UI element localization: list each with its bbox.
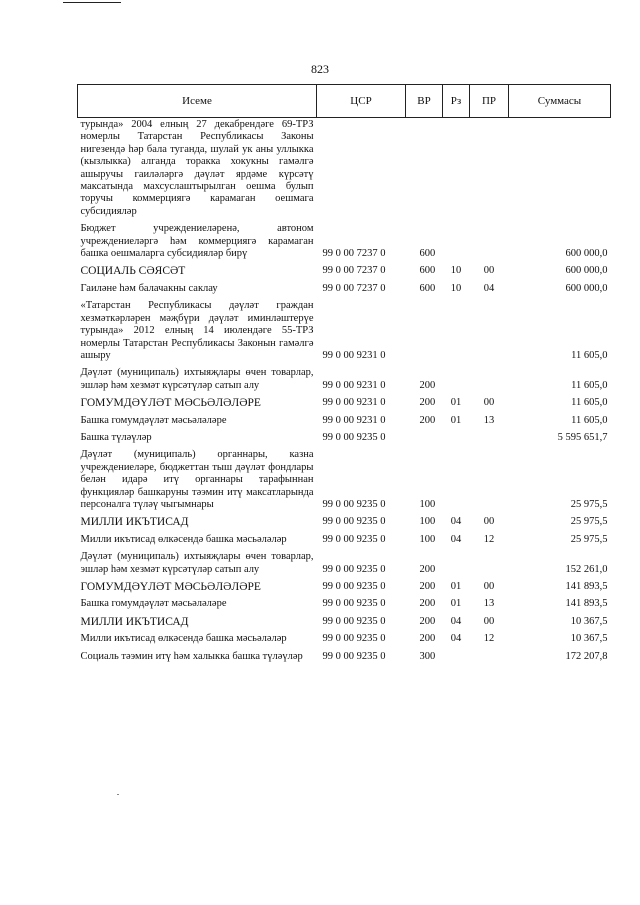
table-row (78, 296, 611, 363)
cell-name: МИЛЛИ ИКЪТИСАД (80, 615, 189, 628)
header-pr: ПР (470, 85, 509, 118)
cell-csr (317, 118, 406, 220)
cell-name: турында» 2004 елның 27 декабрендәге 69-ТРЗ номерлы Татарстан Республикасы Законы нигезендә һәр бала туганда, шулай ук аны уллыкка (кызлыкка) алганда торакка хокукны гамәлгә ашыручы гаиләләргә дәүләт ярдәме күрсәтү максатында махсуслаштырылган оешма булып торучы коммерциягә карамаган оешмага субсидияләр (80, 119, 314, 217)
cell-pr (470, 428, 509, 445)
table-row (78, 279, 611, 296)
cell-csr: 99 0 00 9235 0 (322, 431, 386, 443)
header-sum: Суммасы (509, 85, 611, 118)
cell-name: Башка гомумдәүләт мәсьәләләре (80, 414, 227, 426)
cell-sum: 10 367,5 (570, 615, 608, 627)
table-row (78, 612, 611, 629)
cell-csr: 99 0 00 9235 0 (322, 615, 386, 627)
cell-name: Дәүләт (муниципаль) ихтыяҗлары өчен товарлар, эшләр һәм хезмәт күрсәтүләр сатып алу (80, 551, 314, 575)
cell-csr: 99 0 00 9235 0 (322, 633, 386, 645)
cell-sum: 141 893,5 (565, 581, 608, 592)
cell-pr (470, 296, 509, 363)
cell-pr: 00 (483, 397, 495, 409)
table-row (78, 647, 611, 664)
cell-rz: 10 (450, 265, 462, 277)
cell-vr (406, 428, 443, 445)
cell-rz: 04 (450, 516, 462, 528)
cell-vr: 200 (419, 379, 436, 391)
cell-vr: 600 (419, 248, 436, 260)
cell-name: ГОМУМДӘҮЛӘТ МӘСЬӘЛӘЛӘРЕ (80, 397, 261, 410)
cell-csr: 99 0 00 9235 0 (322, 563, 386, 575)
cell-sum: 600 000,0 (565, 265, 608, 277)
cell-sum: 600 000,0 (565, 248, 608, 260)
cell-name: «Татарстан Республикасы дәүләт граждан хезмәткәрләрен мәҗбүри дәүләт иминләштерүе турында» 2012 елның 14 июлендәге 55-ТРЗ номерлы Татарстан Республикасы Законын гамәлгә ашыру (80, 300, 314, 361)
table-row (78, 512, 611, 529)
cell-rz: 01 (450, 581, 462, 592)
cell-sum: 11 605,0 (571, 379, 608, 391)
cell-sum: 25 975,5 (570, 498, 608, 510)
cell-sum: 11 605,0 (571, 414, 608, 426)
cell-csr: 99 0 00 9231 0 (322, 397, 386, 409)
header-csr: ЦСР (317, 85, 406, 118)
cell-pr: 00 (483, 615, 495, 627)
cell-csr: 99 0 00 7237 0 (322, 248, 386, 260)
cell-pr: 00 (483, 581, 495, 592)
cell-sum: 141 893,5 (565, 598, 608, 610)
cell-vr (406, 296, 443, 363)
cell-csr: 99 0 00 9235 0 (322, 498, 386, 510)
cell-vr: 200 (419, 397, 436, 409)
cell-rz: 01 (450, 598, 462, 610)
cell-csr: 99 0 00 9231 0 (322, 349, 386, 361)
cell-csr: 99 0 00 9235 0 (322, 581, 386, 592)
cell-pr (470, 647, 509, 664)
cell-pr: 00 (483, 265, 495, 277)
cell-pr (470, 547, 509, 577)
cell-rz: 04 (450, 533, 462, 545)
cell-pr: 12 (483, 533, 495, 545)
header-row (78, 85, 611, 118)
table-row (78, 219, 611, 261)
cell-csr: 99 0 00 9235 0 (322, 516, 386, 528)
cell-rz (443, 296, 470, 363)
page-number: 823 (311, 62, 329, 76)
cell-sum: 172 207,8 (565, 650, 608, 662)
cell-pr (470, 118, 509, 220)
cell-rz: 04 (450, 615, 462, 627)
table-row (78, 530, 611, 547)
top-rule (63, 2, 121, 3)
cell-vr: 100 (419, 516, 436, 528)
cell-csr: 99 0 00 7237 0 (322, 265, 386, 277)
header-name: Исеме (78, 85, 317, 118)
cell-sum: 5 595 651,7 (557, 431, 608, 443)
cell-name: МИЛЛИ ИКЪТИСАД (80, 516, 189, 529)
cell-pr: 04 (483, 282, 495, 294)
cell-vr: 200 (419, 615, 436, 627)
cell-name: ГОМУМДӘҮЛӘТ МӘСЬӘЛӘЛӘРЕ (80, 581, 261, 593)
cell-rz (443, 445, 470, 512)
cell-pr: 13 (483, 598, 495, 610)
cell-rz: 01 (450, 414, 462, 426)
cell-vr: 200 (419, 633, 436, 645)
cell-pr (470, 219, 509, 261)
cell-name: СОЦИАЛЬ СӘЯСӘТ (80, 265, 186, 278)
table-header (78, 85, 611, 118)
cell-name: Башка түләүләр (80, 431, 152, 443)
cell-vr: 200 (419, 581, 436, 592)
cell-sum: 11 605,0 (571, 397, 608, 409)
cell-vr: 300 (419, 650, 436, 662)
cell-csr: 99 0 00 9235 0 (322, 650, 386, 662)
cell-name: Дәүләт (муниципаль) ихтыяҗлары өчен товарлар, эшләр һәм хезмәт күрсәтүләр сатып алу (80, 367, 314, 391)
cell-sum: 25 975,5 (570, 516, 608, 528)
cell-sum: 25 975,5 (570, 533, 608, 545)
cell-name: Бюджет учреждениеләренә, автоном учреждениеләргә һәм коммерциягә карамаган башка оешмаларга субсидияләр бирү (80, 223, 314, 260)
cell-name: Дәүләт (муниципаль) органнары, казна учреждениеләре, бюджеттан тыш дәүләт фондлары белән идарә итү органнары тарафыннан функцияләр башкаруны тәэмин итү максатларында персоналга түләү чыгымнары (80, 449, 314, 510)
cell-sum: 152 261,0 (565, 563, 608, 575)
cell-pr (470, 445, 509, 512)
table-row (78, 577, 611, 594)
table-row (78, 547, 611, 577)
cell-pr: 12 (483, 633, 495, 645)
cell-rz (443, 118, 470, 220)
header-vr: ВР (406, 85, 443, 118)
cell-sum: 10 367,5 (570, 633, 608, 645)
cell-rz: 04 (450, 633, 462, 645)
cell-vr: 200 (419, 563, 436, 575)
cell-name: Гаиләне һәм балачакны саклау (80, 282, 218, 294)
cell-rz: 10 (450, 282, 462, 294)
cell-rz (443, 363, 470, 393)
cell-pr: 13 (483, 414, 495, 426)
cell-sum: 600 000,0 (565, 282, 608, 294)
table-row (78, 594, 611, 611)
table-row (78, 411, 611, 428)
cell-vr: 100 (419, 498, 436, 510)
cell-vr (406, 118, 443, 220)
cell-vr: 100 (419, 533, 436, 545)
scan-mark (117, 794, 119, 795)
cell-name: Милли икътисад өлкәсендә башка мәсьәләләр (80, 633, 287, 645)
cell-name: Милли икътисад өлкәсендә башка мәсьәләләр (80, 533, 287, 545)
cell-rz (443, 547, 470, 577)
cell-rz: 01 (450, 397, 462, 409)
cell-csr: 99 0 00 9235 0 (322, 533, 386, 545)
budget-table (77, 84, 611, 664)
cell-rz (443, 428, 470, 445)
cell-csr: 99 0 00 9231 0 (322, 379, 386, 391)
cell-pr (470, 363, 509, 393)
cell-csr: 99 0 00 9231 0 (322, 414, 386, 426)
cell-sum (509, 118, 611, 220)
cell-sum: 11 605,0 (571, 349, 608, 361)
cell-rz (443, 647, 470, 664)
table-row (78, 428, 611, 445)
cell-csr: 99 0 00 7237 0 (322, 282, 386, 294)
cell-name: Социаль тәэмин итү һәм халыкка башка түләүләр (80, 650, 303, 662)
table-row (78, 118, 611, 220)
cell-name: Башка гомумдәүләт мәсьәләләре (80, 598, 227, 610)
table-row (78, 445, 611, 512)
cell-csr: 99 0 00 9235 0 (322, 598, 386, 610)
cell-vr: 600 (419, 265, 436, 277)
cell-pr: 00 (483, 516, 495, 528)
cell-vr: 200 (419, 414, 436, 426)
header-rz: Рз (443, 85, 470, 118)
table-row (78, 261, 611, 278)
table-row (78, 393, 611, 410)
cell-vr: 600 (419, 282, 436, 294)
table-row (78, 629, 611, 646)
cell-vr: 200 (419, 598, 436, 610)
table-row (78, 363, 611, 393)
cell-rz (443, 219, 470, 261)
table-body (78, 118, 611, 665)
